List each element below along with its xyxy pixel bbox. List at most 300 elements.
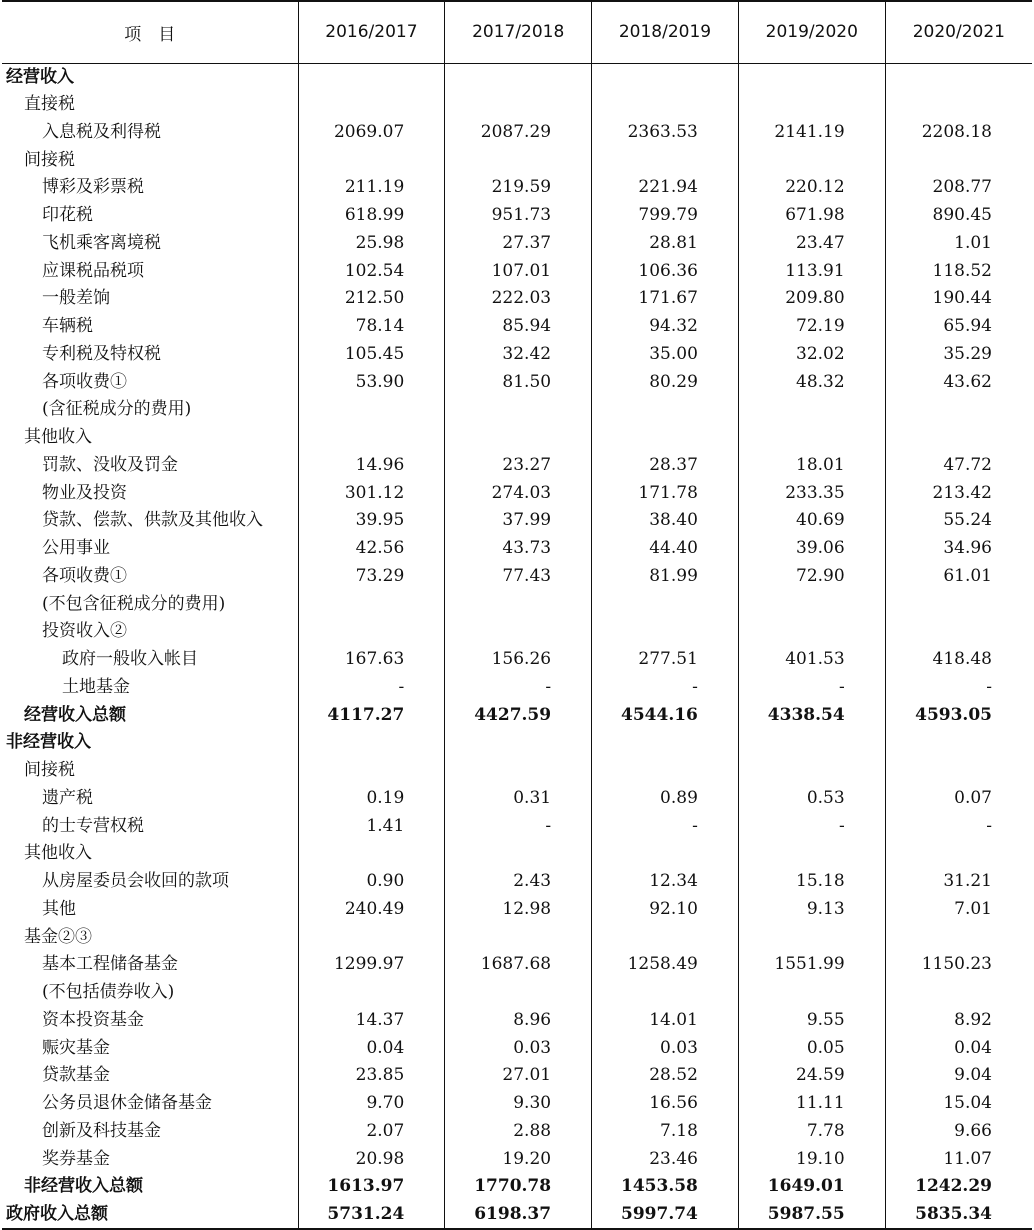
value-cell: 211.19 bbox=[298, 174, 445, 202]
value-cell bbox=[885, 91, 1032, 119]
table-row bbox=[2, 729, 1032, 757]
row-label: 其他收入 bbox=[24, 427, 92, 448]
table-row bbox=[2, 812, 1032, 840]
value-cell: 9.66 bbox=[885, 1118, 1032, 1146]
value-cell: 9.04 bbox=[885, 1062, 1032, 1090]
row-label: (含征税成分的费用) bbox=[42, 399, 192, 420]
value-cell: 2141.19 bbox=[738, 119, 885, 147]
row-label: 各项收费① bbox=[42, 371, 127, 392]
row-label: (不包含征税成分的费用) bbox=[42, 593, 226, 614]
value-cell: 0.19 bbox=[298, 785, 445, 813]
header-year-2018-2019: 2018/2019 bbox=[592, 1, 739, 63]
value-cell: 39.95 bbox=[298, 507, 445, 535]
row-label: 应课税品税项 bbox=[42, 260, 144, 281]
value-cell: - bbox=[885, 674, 1032, 702]
value-cell bbox=[445, 729, 592, 757]
header-item: 项 目 bbox=[2, 1, 298, 63]
value-cell: 28.37 bbox=[592, 452, 739, 480]
value-cell: 8.92 bbox=[885, 1007, 1032, 1035]
value-cell: 23.46 bbox=[592, 1145, 739, 1173]
value-cell: 42.56 bbox=[298, 535, 445, 563]
row-label: 投资收入② bbox=[42, 621, 127, 642]
table-row bbox=[2, 230, 1032, 258]
value-cell: 25.98 bbox=[298, 230, 445, 258]
table-row bbox=[2, 535, 1032, 563]
value-cell: 78.14 bbox=[298, 313, 445, 341]
value-cell: 618.99 bbox=[298, 202, 445, 230]
table-row bbox=[2, 840, 1032, 868]
value-cell: - bbox=[592, 674, 739, 702]
value-cell: 11.11 bbox=[738, 1090, 885, 1118]
table-row bbox=[2, 174, 1032, 202]
value-cell bbox=[738, 590, 885, 618]
row-label: 经营收入总额 bbox=[24, 704, 126, 725]
table-row bbox=[2, 785, 1032, 813]
table-row bbox=[2, 868, 1032, 896]
value-cell bbox=[885, 979, 1032, 1007]
value-cell: 5997.74 bbox=[592, 1201, 739, 1229]
value-cell bbox=[738, 729, 885, 757]
row-label: 物业及投资 bbox=[42, 482, 127, 503]
value-cell: 1.41 bbox=[298, 812, 445, 840]
value-cell: 2208.18 bbox=[885, 119, 1032, 147]
value-cell: 2069.07 bbox=[298, 119, 445, 147]
value-cell bbox=[445, 63, 592, 91]
value-cell: 80.29 bbox=[592, 368, 739, 396]
value-cell: 38.40 bbox=[592, 507, 739, 535]
value-cell: 19.20 bbox=[445, 1145, 592, 1173]
value-cell: 221.94 bbox=[592, 174, 739, 202]
row-label: 飞机乘客离境税 bbox=[42, 232, 161, 253]
row-label: 直接税 bbox=[24, 94, 75, 115]
value-cell bbox=[592, 424, 739, 452]
table-row bbox=[2, 119, 1032, 147]
table-row bbox=[2, 1145, 1032, 1173]
value-cell: 7.01 bbox=[885, 896, 1032, 924]
value-cell bbox=[592, 396, 739, 424]
table-row bbox=[2, 63, 1032, 91]
value-cell bbox=[592, 729, 739, 757]
row-label: 基金②③ bbox=[24, 926, 92, 947]
value-cell bbox=[885, 424, 1032, 452]
value-cell: 35.29 bbox=[885, 341, 1032, 369]
value-cell: - bbox=[298, 674, 445, 702]
value-cell bbox=[738, 396, 885, 424]
header-year-2017-2018: 2017/2018 bbox=[445, 1, 592, 63]
row-label: 专利税及特权税 bbox=[42, 343, 161, 364]
value-cell bbox=[298, 618, 445, 646]
value-cell: 219.59 bbox=[445, 174, 592, 202]
value-cell: 240.49 bbox=[298, 896, 445, 924]
value-cell bbox=[592, 923, 739, 951]
value-cell: 6198.37 bbox=[445, 1201, 592, 1229]
value-cell: 4593.05 bbox=[885, 701, 1032, 729]
table-row bbox=[2, 1007, 1032, 1035]
row-label: 的士专营权税 bbox=[42, 815, 144, 836]
value-cell: 1551.99 bbox=[738, 951, 885, 979]
value-cell: 0.89 bbox=[592, 785, 739, 813]
value-cell: 73.29 bbox=[298, 563, 445, 591]
value-cell: 1.01 bbox=[885, 230, 1032, 258]
value-cell: 61.01 bbox=[885, 563, 1032, 591]
value-cell bbox=[298, 146, 445, 174]
value-cell: 5731.24 bbox=[298, 1201, 445, 1229]
value-cell bbox=[885, 840, 1032, 868]
row-label: 遗产税 bbox=[42, 787, 93, 808]
value-cell bbox=[298, 979, 445, 1007]
value-cell: 1150.23 bbox=[885, 951, 1032, 979]
value-cell: 14.01 bbox=[592, 1007, 739, 1035]
row-label: 其他收入 bbox=[24, 843, 92, 864]
header-year-2016-2017: 2016/2017 bbox=[298, 1, 445, 63]
value-cell: 19.10 bbox=[738, 1145, 885, 1173]
row-label: 非经营收入总额 bbox=[24, 1176, 143, 1197]
value-cell: 81.99 bbox=[592, 563, 739, 591]
value-cell: - bbox=[445, 674, 592, 702]
header-year-2020-2021: 2020/2021 bbox=[885, 1, 1032, 63]
row-label: 一般差饷 bbox=[42, 288, 110, 309]
row-label: 奖券基金 bbox=[42, 1148, 110, 1169]
value-cell: 4338.54 bbox=[738, 701, 885, 729]
value-cell: 2363.53 bbox=[592, 119, 739, 147]
value-cell bbox=[738, 979, 885, 1007]
value-cell bbox=[298, 729, 445, 757]
table-row bbox=[2, 618, 1032, 646]
value-cell: 14.37 bbox=[298, 1007, 445, 1035]
value-cell: 85.94 bbox=[445, 313, 592, 341]
value-cell: 222.03 bbox=[445, 285, 592, 313]
row-label: 基本工程储备基金 bbox=[42, 954, 178, 975]
revenue-table-page bbox=[2, 0, 1032, 1225]
value-cell: 8.96 bbox=[445, 1007, 592, 1035]
value-cell: 2.88 bbox=[445, 1118, 592, 1146]
value-cell bbox=[445, 590, 592, 618]
row-label: 贷款基金 bbox=[42, 1065, 110, 1086]
row-label: (不包括债券收入) bbox=[42, 982, 175, 1003]
table-row bbox=[2, 424, 1032, 452]
value-cell: 0.04 bbox=[885, 1034, 1032, 1062]
value-cell: - bbox=[445, 812, 592, 840]
value-cell: - bbox=[885, 812, 1032, 840]
value-cell: 4117.27 bbox=[298, 701, 445, 729]
value-cell bbox=[738, 91, 885, 119]
value-cell bbox=[298, 63, 445, 91]
value-cell bbox=[738, 757, 885, 785]
value-cell: 12.34 bbox=[592, 868, 739, 896]
row-label: 公务员退休金储备基金 bbox=[42, 1093, 212, 1114]
value-cell: 39.06 bbox=[738, 535, 885, 563]
header-row bbox=[2, 1, 1032, 63]
value-cell: 48.32 bbox=[738, 368, 885, 396]
value-cell: 208.77 bbox=[885, 174, 1032, 202]
value-cell bbox=[592, 590, 739, 618]
value-cell: 44.40 bbox=[592, 535, 739, 563]
value-cell bbox=[592, 757, 739, 785]
value-cell: 23.27 bbox=[445, 452, 592, 480]
value-cell: 0.53 bbox=[738, 785, 885, 813]
table-row bbox=[2, 257, 1032, 285]
value-cell: 18.01 bbox=[738, 452, 885, 480]
value-cell: 9.70 bbox=[298, 1090, 445, 1118]
value-cell: 40.69 bbox=[738, 507, 885, 535]
value-cell: 7.78 bbox=[738, 1118, 885, 1146]
table-row bbox=[2, 91, 1032, 119]
value-cell bbox=[445, 396, 592, 424]
table-row bbox=[2, 646, 1032, 674]
table-row bbox=[2, 313, 1032, 341]
row-label: 赈灾基金 bbox=[42, 1037, 110, 1058]
value-cell bbox=[298, 396, 445, 424]
value-cell: 9.55 bbox=[738, 1007, 885, 1035]
value-cell: 1649.01 bbox=[738, 1173, 885, 1201]
value-cell: 0.31 bbox=[445, 785, 592, 813]
value-cell: 4544.16 bbox=[592, 701, 739, 729]
value-cell: 27.01 bbox=[445, 1062, 592, 1090]
value-cell bbox=[738, 63, 885, 91]
value-cell: 113.91 bbox=[738, 257, 885, 285]
value-cell: 1613.97 bbox=[298, 1173, 445, 1201]
value-cell bbox=[592, 840, 739, 868]
value-cell: 72.19 bbox=[738, 313, 885, 341]
value-cell: 1258.49 bbox=[592, 951, 739, 979]
value-cell bbox=[738, 424, 885, 452]
value-cell: 118.52 bbox=[885, 257, 1032, 285]
value-cell: 92.10 bbox=[592, 896, 739, 924]
value-cell bbox=[445, 91, 592, 119]
value-cell: 799.79 bbox=[592, 202, 739, 230]
value-cell: 65.94 bbox=[885, 313, 1032, 341]
value-cell: 20.98 bbox=[298, 1145, 445, 1173]
value-cell bbox=[445, 979, 592, 1007]
value-cell bbox=[885, 729, 1032, 757]
value-cell: 43.62 bbox=[885, 368, 1032, 396]
value-cell: 213.42 bbox=[885, 479, 1032, 507]
row-label: 印花税 bbox=[42, 205, 93, 226]
value-cell: 107.01 bbox=[445, 257, 592, 285]
value-cell bbox=[298, 91, 445, 119]
value-cell bbox=[885, 757, 1032, 785]
government-revenue-table bbox=[2, 0, 1032, 1230]
value-cell: 53.90 bbox=[298, 368, 445, 396]
value-cell: 28.52 bbox=[592, 1062, 739, 1090]
table-row bbox=[2, 202, 1032, 230]
table-row bbox=[2, 146, 1032, 174]
table-row bbox=[2, 452, 1032, 480]
value-cell: 190.44 bbox=[885, 285, 1032, 313]
value-cell: 233.35 bbox=[738, 479, 885, 507]
value-cell: 171.67 bbox=[592, 285, 739, 313]
value-cell bbox=[298, 424, 445, 452]
value-cell: 156.26 bbox=[445, 646, 592, 674]
value-cell bbox=[592, 63, 739, 91]
value-cell: 24.59 bbox=[738, 1062, 885, 1090]
value-cell: 16.56 bbox=[592, 1090, 739, 1118]
value-cell: 0.05 bbox=[738, 1034, 885, 1062]
row-label: 公用事业 bbox=[42, 538, 110, 559]
row-label: 资本投资基金 bbox=[42, 1009, 144, 1030]
value-cell: 28.81 bbox=[592, 230, 739, 258]
value-cell: 2087.29 bbox=[445, 119, 592, 147]
value-cell: 23.85 bbox=[298, 1062, 445, 1090]
value-cell: 1453.58 bbox=[592, 1173, 739, 1201]
row-label: 政府一般收入帐目 bbox=[62, 649, 198, 670]
value-cell bbox=[738, 146, 885, 174]
row-label: 各项收费① bbox=[42, 565, 127, 586]
value-cell: 15.18 bbox=[738, 868, 885, 896]
row-label: 间接税 bbox=[24, 149, 75, 170]
value-cell: 890.45 bbox=[885, 202, 1032, 230]
value-cell bbox=[592, 146, 739, 174]
value-cell: 2.43 bbox=[445, 868, 592, 896]
value-cell: 274.03 bbox=[445, 479, 592, 507]
table-row bbox=[2, 368, 1032, 396]
value-cell bbox=[592, 979, 739, 1007]
value-cell bbox=[445, 146, 592, 174]
row-label: 入息税及利得税 bbox=[42, 121, 161, 142]
value-cell: 0.90 bbox=[298, 868, 445, 896]
value-cell: 2.07 bbox=[298, 1118, 445, 1146]
value-cell: 418.48 bbox=[885, 646, 1032, 674]
value-cell bbox=[885, 396, 1032, 424]
value-cell: 11.07 bbox=[885, 1145, 1032, 1173]
value-cell: 5835.34 bbox=[885, 1201, 1032, 1229]
value-cell: 102.54 bbox=[298, 257, 445, 285]
row-label: 罚款、没收及罚金 bbox=[42, 454, 178, 475]
value-cell: 32.02 bbox=[738, 341, 885, 369]
table-row bbox=[2, 563, 1032, 591]
value-cell bbox=[298, 840, 445, 868]
table-row bbox=[2, 590, 1032, 618]
row-label: 贷款、偿款、供款及其他收入 bbox=[42, 510, 263, 531]
table-row bbox=[2, 951, 1032, 979]
value-cell: 105.45 bbox=[298, 341, 445, 369]
value-cell: 1687.68 bbox=[445, 951, 592, 979]
value-cell: 5987.55 bbox=[738, 1201, 885, 1229]
value-cell: 23.47 bbox=[738, 230, 885, 258]
value-cell: 15.04 bbox=[885, 1090, 1032, 1118]
value-cell: 72.90 bbox=[738, 563, 885, 591]
table-body bbox=[2, 63, 1032, 1229]
value-cell bbox=[445, 618, 592, 646]
value-cell bbox=[885, 63, 1032, 91]
value-cell: 35.00 bbox=[592, 341, 739, 369]
value-cell bbox=[885, 590, 1032, 618]
value-cell: 301.12 bbox=[298, 479, 445, 507]
table-row bbox=[2, 507, 1032, 535]
value-cell: 31.21 bbox=[885, 868, 1032, 896]
table-row bbox=[2, 757, 1032, 785]
value-cell: 7.18 bbox=[592, 1118, 739, 1146]
value-cell bbox=[738, 923, 885, 951]
value-cell bbox=[445, 840, 592, 868]
row-label: 间接税 bbox=[24, 760, 75, 781]
value-cell: 671.98 bbox=[738, 202, 885, 230]
table-row bbox=[2, 285, 1032, 313]
value-cell bbox=[738, 618, 885, 646]
value-cell bbox=[592, 91, 739, 119]
value-cell bbox=[298, 757, 445, 785]
value-cell: 4427.59 bbox=[445, 701, 592, 729]
value-cell: 277.51 bbox=[592, 646, 739, 674]
value-cell: 9.13 bbox=[738, 896, 885, 924]
value-cell: 1242.29 bbox=[885, 1173, 1032, 1201]
row-label: 创新及科技基金 bbox=[42, 1120, 161, 1141]
value-cell: 81.50 bbox=[445, 368, 592, 396]
value-cell: 34.96 bbox=[885, 535, 1032, 563]
value-cell: 401.53 bbox=[738, 646, 885, 674]
value-cell: 171.78 bbox=[592, 479, 739, 507]
value-cell bbox=[885, 923, 1032, 951]
value-cell bbox=[885, 146, 1032, 174]
value-cell: 209.80 bbox=[738, 285, 885, 313]
table-row bbox=[2, 923, 1032, 951]
value-cell: - bbox=[738, 812, 885, 840]
value-cell bbox=[298, 590, 445, 618]
table-row bbox=[2, 701, 1032, 729]
table-row bbox=[2, 1173, 1032, 1201]
value-cell bbox=[885, 618, 1032, 646]
value-cell bbox=[592, 618, 739, 646]
row-label: 政府收入总额 bbox=[2, 1201, 298, 1229]
value-cell: 106.36 bbox=[592, 257, 739, 285]
value-cell: - bbox=[592, 812, 739, 840]
table-row bbox=[2, 896, 1032, 924]
value-cell: 1299.97 bbox=[298, 951, 445, 979]
table-row bbox=[2, 674, 1032, 702]
row-label: 从房屋委员会收回的款项 bbox=[42, 871, 229, 892]
row-label: 其他 bbox=[42, 898, 76, 919]
table-row bbox=[2, 1118, 1032, 1146]
value-cell: 14.96 bbox=[298, 452, 445, 480]
value-cell: 47.72 bbox=[885, 452, 1032, 480]
value-cell: 27.37 bbox=[445, 230, 592, 258]
value-cell: 94.32 bbox=[592, 313, 739, 341]
row-label: 非经营收入 bbox=[6, 732, 91, 753]
value-cell: 220.12 bbox=[738, 174, 885, 202]
table-header bbox=[2, 1, 1032, 63]
value-cell: 12.98 bbox=[445, 896, 592, 924]
value-cell: 951.73 bbox=[445, 202, 592, 230]
header-year-2019-2020: 2019/2020 bbox=[738, 1, 885, 63]
value-cell bbox=[445, 923, 592, 951]
value-cell: 9.30 bbox=[445, 1090, 592, 1118]
value-cell: 55.24 bbox=[885, 507, 1032, 535]
value-cell: 77.43 bbox=[445, 563, 592, 591]
value-cell bbox=[445, 757, 592, 785]
table-row bbox=[2, 396, 1032, 424]
value-cell: 37.99 bbox=[445, 507, 592, 535]
table-row bbox=[2, 341, 1032, 369]
table-row bbox=[2, 979, 1032, 1007]
row-label: 博彩及彩票税 bbox=[42, 177, 144, 198]
table-row bbox=[2, 1090, 1032, 1118]
value-cell bbox=[298, 923, 445, 951]
value-cell: 0.07 bbox=[885, 785, 1032, 813]
row-label: 经营收入 bbox=[6, 66, 74, 87]
row-label: 土地基金 bbox=[62, 676, 130, 697]
value-cell: 32.42 bbox=[445, 341, 592, 369]
value-cell: 43.73 bbox=[445, 535, 592, 563]
value-cell: 212.50 bbox=[298, 285, 445, 313]
value-cell: 0.03 bbox=[445, 1034, 592, 1062]
table-row bbox=[2, 1201, 1032, 1229]
row-label: 车辆税 bbox=[42, 316, 93, 337]
value-cell: 1770.78 bbox=[445, 1173, 592, 1201]
table-row bbox=[2, 1034, 1032, 1062]
value-cell: 167.63 bbox=[298, 646, 445, 674]
value-cell: 0.03 bbox=[592, 1034, 739, 1062]
value-cell bbox=[738, 840, 885, 868]
